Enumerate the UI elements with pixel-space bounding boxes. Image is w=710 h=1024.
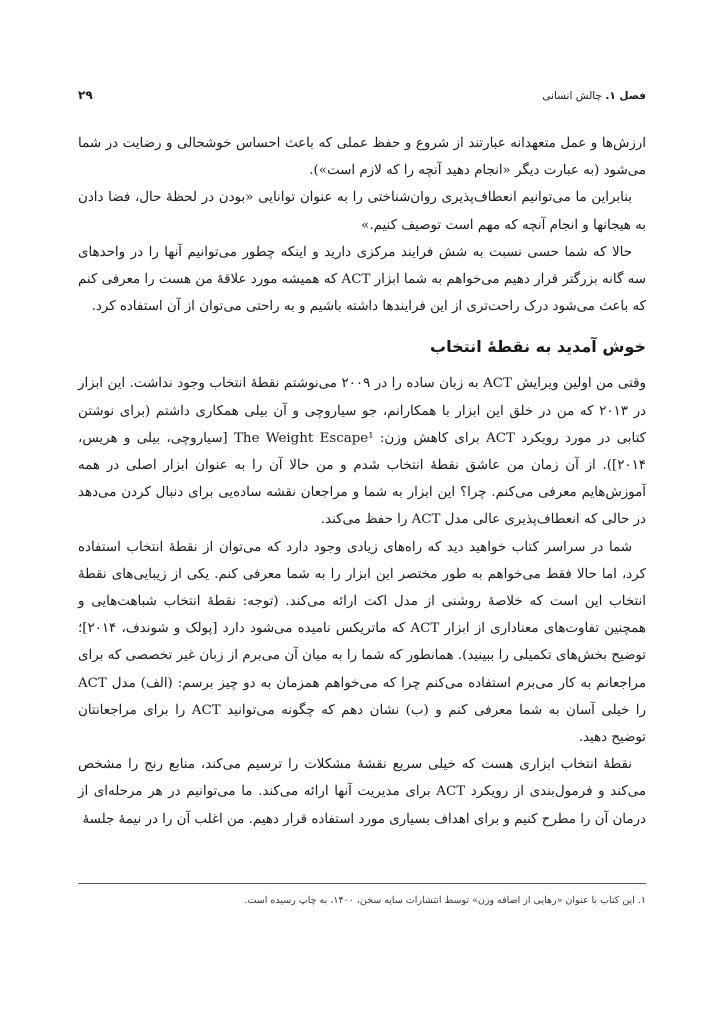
paragraph: نقطهٔ انتخاب ابزاری هست که خیلی سریع نقشهٔ مشکلات را ترسیم می‌کند، منابع رنج را مشخص می‌کند و فرمول‌بندی از رویکرد ACT برای مدیریت آنها ارائه می‌کند. ما می‌توانیم در هر مرحله‌ای از درمان آن را مطرح کنیم و برای اهداف بسیاری مورد استفاده قرار دهیم. من اغلب آن را در نیمهٔ جلسهٔ xyxy=(78,757,646,827)
section-heading: خوش آمدید به نقطهٔ انتخاب xyxy=(430,337,646,357)
paragraph: حالا که شما حسی نسبت به شش فرایند مرکزی دارید و اینکه چطور می‌توانیم آنها را در واحدهای سه گانه بزرگتر قرار دهیم می‌خواهم به شما ابزار ACT که همیشه مورد علاقهٔ من هست را معرفی کنم که باعث می‌شود درک راحت‌تری از این فرایندها داشته باشیم و به راحتی می‌توان از آن استفاده کرد. xyxy=(78,244,646,315)
body-text xyxy=(78,130,646,833)
book-page xyxy=(78,88,646,833)
chapter-name: چالش انسانی xyxy=(542,90,602,102)
chapter-number: فصل ۱. xyxy=(605,90,646,102)
chapter-title xyxy=(542,90,646,102)
running-header xyxy=(78,88,646,112)
footnote-divider xyxy=(78,883,646,884)
page-number: ۲۹ xyxy=(78,88,93,102)
paragraph: بنابراین ما می‌توانیم انعطاف‌پذیری روان‌شناختی را به عنوان توانایی «بودن در لحظهٔ حال، فضا دادن به هیجانها و انجام آنچه که مهم است توصیف کنیم.» xyxy=(78,190,646,233)
paragraph: ارزش‌ها و عمل متعهدانه عبارتند از شروع و حفظ عملی که باعث احساس خوشحالی و رضایت در شما می‌شود (به عبارت دیگر «انجام دهید آنچه را که لازم است»). xyxy=(78,136,646,179)
paragraph: وقتی من اولین ویرایش ACT به زبان ساده را در ۲۰۰۹ می‌نوشتم نقطهٔ انتخاب وجود نداشت. این ابزار در ۲۰۱۳ که من در خلق این ابزار با همکارانم، جو سیاروچی و آن بیلی همکاری داشتم (برای نوشتن کتابی در مورد رویکرد ACT برای کاهش وزن: The Weight Escape¹ [سیاروچی، بیلی و هریس، ۲۰۱۴]). از آن زمان من عاشق نقطهٔ انتخاب شدم و من حالا آن را به عنوان ابزار اصلی در همه آموزش‌هایم معرفی می‌کنم. چرا؟ این ابزار به شما و مراجعان نقشه ساده‌یی برای دنبال کردن می‌دهد در حالی که انعطاف‌پذیری عالی مدل ACT را حفظ می‌کند. xyxy=(78,376,646,528)
paragraph: شما در سراسر کتاب خواهید دید که راه‌های زیادی وجود دارد که می‌توان از نقطهٔ انتخاب استفاده کرد، اما حالا فقط می‌خواهم به طور مختصر این ابزار را به شما معرفی کنم. یکی از زیبایی‌های نقطهٔ انتخاب این است که خلاصهٔ روشنی از مدل اکت ارائه می‌کند. (توجه: نقطهٔ انتخاب شباهت‌هایی و همچنین تفاوت‌های معناداری از ابزار ACT که ماتریکس نامیده می‌شود دارد [پولک و شوندف، ۲۰۱۴]؛ توضیح بخش‌های تکمیلی را ببینید). همانطور که شما را به میان آن می‌برم از زبان غیر تخصصی که برای مراجعانم به کار می‌برم استفاده می‌کنم چرا که می‌خواهم همزمان به دو چیز برسم: (الف) مدل ACT را خیلی آسان به شما معرفی کنم و (ب) نشان دهم که چگونه می‌توانید ACT را برای مراجعانتان توضیح دهید. xyxy=(78,539,646,746)
footnote: ۱. این کتاب با عنوان «رهایی از اضافه وزن» توسط انتشارات سایه سخن، ۱۴۰۰، به چاپ رسیده است. xyxy=(244,895,646,906)
